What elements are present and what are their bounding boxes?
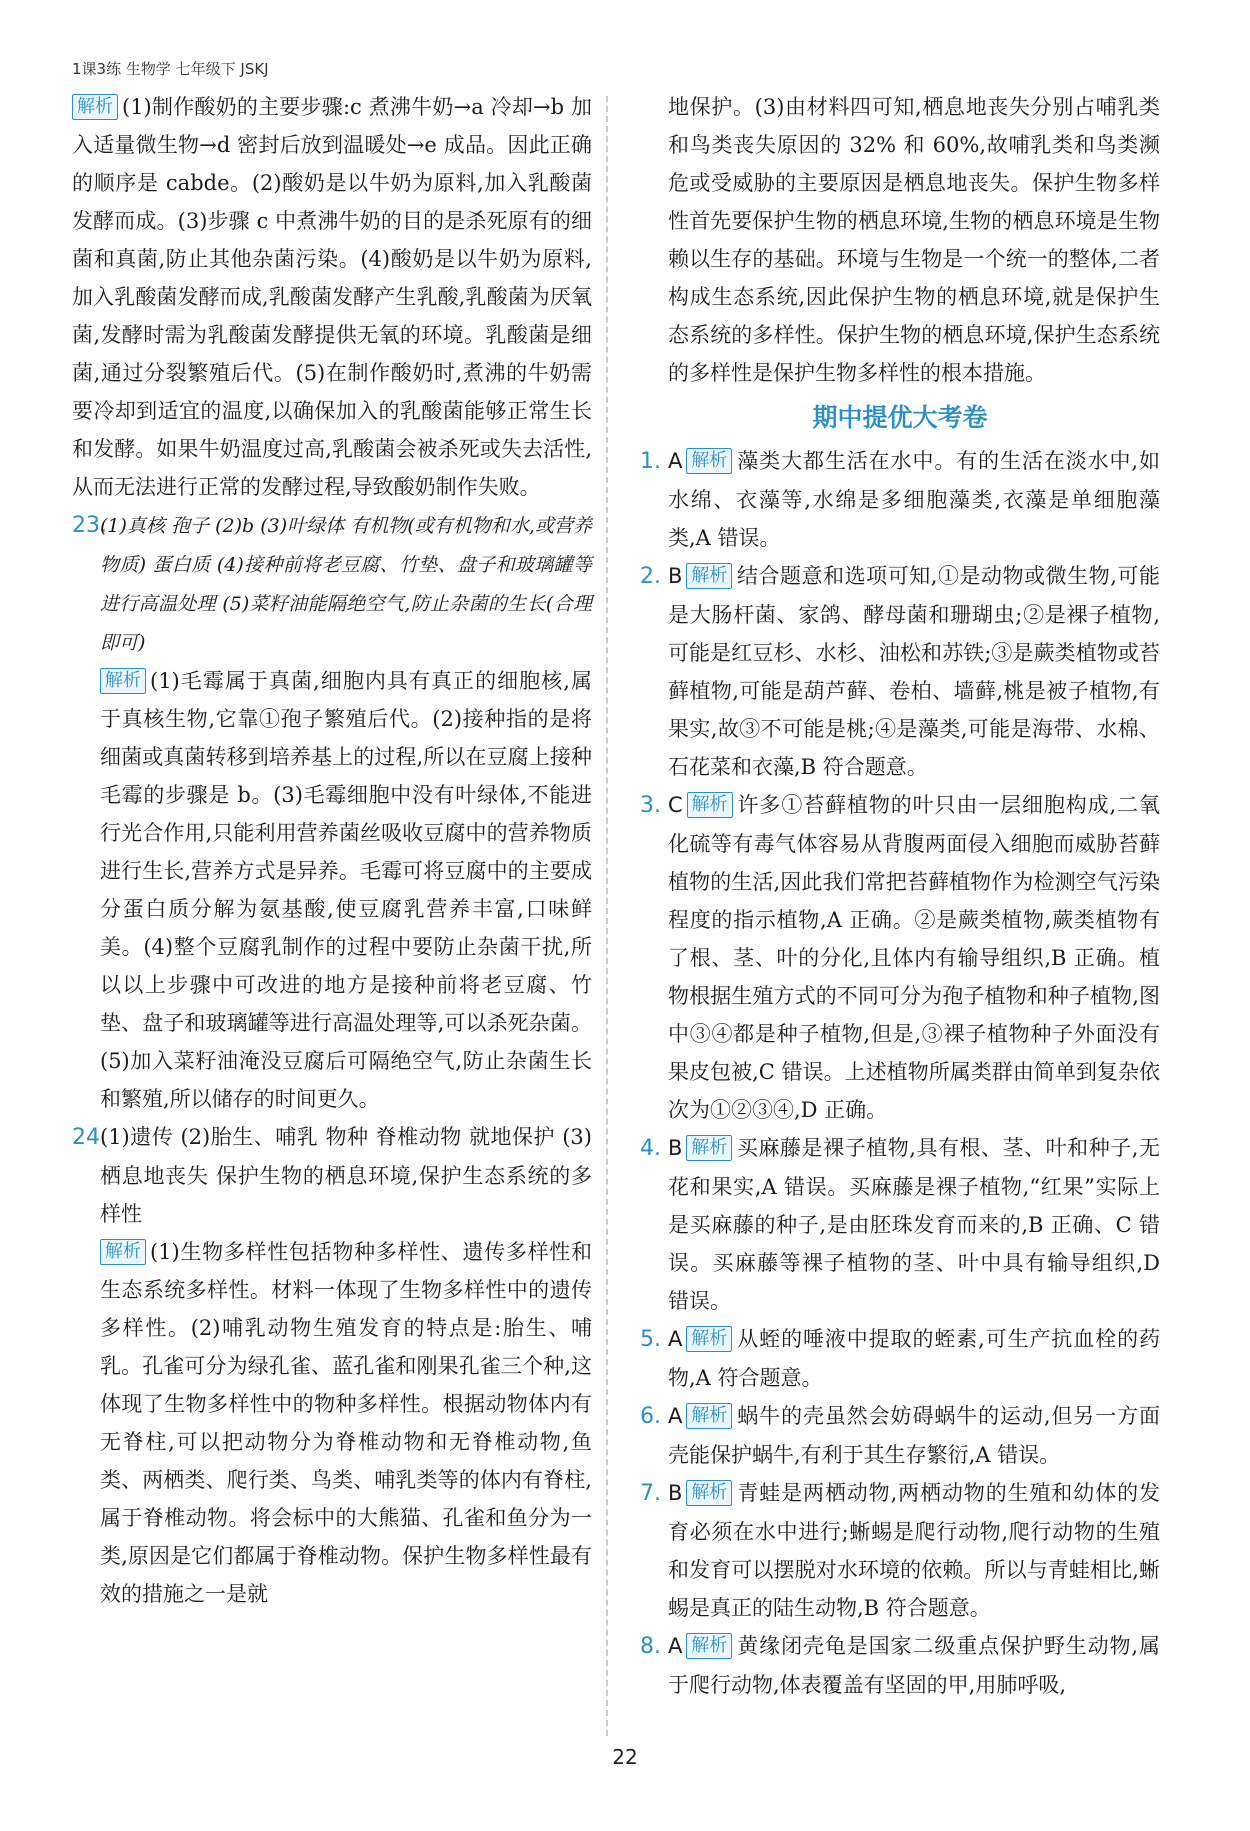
- analysis-tag: 解析: [686, 1135, 732, 1161]
- q24-analysis: [72, 1233, 592, 1613]
- list-item: [640, 1474, 1160, 1627]
- item-text: 青蛙是两栖动物,两栖动物的生殖和幼体的发育必须在水中进行;蜥蜴是爬行动物,爬行动物的生殖和发育可以摆脱对水环境的依赖。所以与青蛙相比,蜥蜴是真正的陆生动物,B 符合题意。: [668, 1481, 1160, 1620]
- item-choice: B: [668, 1481, 683, 1505]
- q23-answer-text: (1)真核 孢子 (2)b (3)叶绿体 有机物(或有机物和水,或营养物质) 蛋白质 (4)接种前将老豆腐、竹垫、盘子和玻璃罐等进行高温处理 (5)菜籽油能隔绝空气,防止杂菌的生长(合理即可): [100, 515, 592, 654]
- list-item: [640, 1129, 1160, 1320]
- q24-answer-text: (1)遗传 (2)胎生、哺乳 物种 脊椎动物 就地保护 (3)栖息地丧失 保护生物的栖息环境,保护生态系统的多样性: [100, 1125, 592, 1226]
- item-choice: A: [668, 1327, 683, 1351]
- section-title: 期中提优大考卷: [812, 403, 988, 432]
- item-text: 黄缘闭壳龟是国家二级重点保护野生动物,属于爬行动物,体表覆盖有坚固的甲,用肺呼吸,: [668, 1634, 1160, 1697]
- analysis-tag: 解析: [686, 1403, 732, 1429]
- item-choice: B: [668, 1136, 683, 1160]
- item-number: 3.: [640, 793, 661, 818]
- left-column: [72, 88, 592, 1613]
- analysis-tag: 解析: [100, 1239, 146, 1265]
- item-text: 许多①苔藓植物的叶只由一层细胞构成,二氧化硫等有毒气体容易从背腹两面侵入细胞而威胁苔藓植物的生活,因此我们常把苔藓植物作为检测空气污染程度的指示植物,A 正确。②是蕨类植物,蕨类植物有了根、茎、叶的分化,且体内有输导组织,B 正确。植物根据生殖方式的不同可分为孢子植物和种子植物,图中③④都是种子植物,但是,③裸子植物种子外面没有果皮包被,C 错误。上述植物所属类群由简单到复杂依次为①②③④,D 正确。: [668, 793, 1160, 1122]
- item-number: 5.: [640, 1327, 661, 1352]
- item-number: 1.: [640, 449, 661, 474]
- q23-number: 23.: [72, 513, 107, 538]
- item-choice: A: [668, 1404, 683, 1428]
- q24-number: 24.: [72, 1125, 107, 1150]
- analysis-tag: 解析: [686, 1633, 732, 1659]
- item-text: 买麻藤是裸子植物,具有根、茎、叶和种子,无花和果实,A 错误。买麻藤是裸子植物,“红果”实际上是买麻藤的种子,是由胚珠发育而来的,B 正确、C 错误。买麻藤等裸子植物的茎、叶中具有输导组织,D 错误。: [668, 1136, 1160, 1313]
- item-number: 2.: [640, 564, 661, 589]
- item-choice: B: [668, 564, 683, 588]
- page-number: 22: [612, 1745, 638, 1769]
- item-text: 从蛭的唾液中提取的蛭素,可生产抗血栓的药物,A 符合题意。: [668, 1327, 1160, 1390]
- answer-list: [640, 442, 1160, 1704]
- analysis-tag: 解析: [72, 94, 118, 120]
- list-item: [640, 1397, 1160, 1474]
- analysis-tag: 解析: [686, 1326, 732, 1352]
- q23-analysis: [72, 662, 592, 1118]
- q22-analysis: [72, 88, 592, 506]
- analysis-tag: 解析: [686, 448, 732, 474]
- item-number: 4.: [640, 1136, 661, 1161]
- item-choice: C: [668, 793, 683, 817]
- item-text: 藻类大都生活在水中。有的生活在淡水中,如水绵、衣藻等,水绵是多细胞藻类,衣藻是单细胞藻类,A 错误。: [668, 449, 1160, 550]
- analysis-tag: 解析: [686, 1480, 732, 1506]
- analysis-tag: 解析: [686, 563, 732, 589]
- item-text: 蜗牛的壳虽然会妨碍蜗牛的运动,但另一方面壳能保护蜗牛,有利于其生存繁衍,A 错误。: [668, 1404, 1160, 1467]
- right-column: [640, 88, 1160, 1704]
- q24-answer: [72, 1118, 592, 1233]
- analysis-tag: 解析: [687, 792, 733, 818]
- q24-analysis-text: (1)生物多样性包括物种多样性、遗传多样性和生态系统多样性。材料一体现了生物多样性中的遗传多样性。(2)哺乳动物生殖发育的特点是:胎生、哺乳。孔雀可分为绿孔雀、蓝孔雀和刚果孔雀三个种,这体现了生物多样性中的物种多样性。根据动物体内有无脊柱,可以把动物分为脊椎动物和无脊椎动物,鱼类、两栖类、爬行类、鸟类、哺乳类等的体内有脊柱,属于脊椎动物。将会标中的大熊猫、孔雀和鱼分为一类,原因是它们都属于脊椎动物。保护生物多样性最有效的措施之一是就: [100, 1240, 592, 1606]
- q22-analysis-text: (1)制作酸奶的主要步骤:c 煮沸牛奶→a 冷却→b 加入适量微生物→d 密封后放到温暖处→e 成品。因此正确的顺序是 cabde。(2)酸奶是以牛奶为原料,加入乳酸菌发酵而成。(3)步骤 c 中煮沸牛奶的目的是杀死原有的细菌和真菌,防止其他杂菌污染。(4)酸奶是以牛奶为原料,加入乳酸菌发酵而成,乳酸菌发酵产生乳酸,乳酸菌为厌氧菌,发酵时需为乳酸菌发酵提供无氧的环境。乳酸菌是细菌,通过分裂繁殖后代。(5)在制作酸奶时,煮沸的牛奶需要冷却到适宜的温度,以确保加入的乳酸菌能够正常生长和发酵。如果牛奶温度过高,乳酸菌会被杀死或失去活性,从而无法进行正常的发酵过程,导致酸奶制作失败。: [72, 95, 592, 499]
- list-item: [640, 1320, 1160, 1397]
- list-item: [640, 442, 1160, 557]
- q23-answer: [72, 506, 592, 662]
- item-number: 8.: [640, 1634, 661, 1659]
- item-number: 7.: [640, 1481, 661, 1506]
- list-item: [640, 1627, 1160, 1704]
- item-choice: A: [668, 449, 683, 473]
- item-choice: A: [668, 1634, 683, 1658]
- q24-analysis-continued: 地保护。(3)由材料四可知,栖息地丧失分别占哺乳类和鸟类丧失原因的 32% 和 60%,故哺乳类和鸟类濒危或受威胁的主要原因是栖息地丧失。保护生物多样性首先要保护生物的栖息环境,生物的栖息环境是生物赖以生存的基础。环境与生物是一个统一的整体,二者构成生态系统,因此保护生物的栖息环境,就是保护生态系统的多样性。保护生物的栖息环境,保护生态系统的多样性是保护生物多样性的根本措施。: [668, 95, 1160, 385]
- list-item: [640, 786, 1160, 1129]
- item-text: 结合题意和选项可知,①是动物或微生物,可能是大肠杆菌、家鸽、酵母菌和珊瑚虫;②是裸子植物,可能是红豆杉、水杉、油松和苏铁;③是蕨类植物或苔藓植物,可能是葫芦藓、卷柏、墙藓,桃是被子植物,有果实,故③不可能是桃;④是藻类,可能是海带、水棉、石花菜和衣藻,B 符合题意。: [668, 564, 1160, 779]
- q23-analysis-text: (1)毛霉属于真菌,细胞内具有真正的细胞核,属于真核生物,它靠①孢子繁殖后代。(2)接种指的是将细菌或真菌转移到培养基上的过程,所以在豆腐上接种毛霉的步骤是 b。(3)毛霉细胞中没有叶绿体,不能进行光合作用,只能利用营养菌丝吸收豆腐中的营养物质进行生长,营养方式是异养。毛霉可将豆腐中的主要成分蛋白质分解为氨基酸,使豆腐乳营养丰富,口味鲜美。(4)整个豆腐乳制作的过程中要防止杂菌干扰,所以以上步骤中可改进的地方是接种前将老豆腐、竹垫、盘子和玻璃罐等进行高温处理等,可以杀死杂菌。(5)加入菜籽油淹没豆腐后可隔绝空气,防止杂菌生长和繁殖,所以储存的时间更久。: [100, 669, 592, 1111]
- list-item: [640, 557, 1160, 786]
- column-divider: [606, 96, 608, 1736]
- running-header: 1课3练 生物学 七年级下 JSKJ: [72, 60, 269, 78]
- analysis-tag: 解析: [100, 668, 146, 694]
- item-number: 6.: [640, 1404, 661, 1429]
